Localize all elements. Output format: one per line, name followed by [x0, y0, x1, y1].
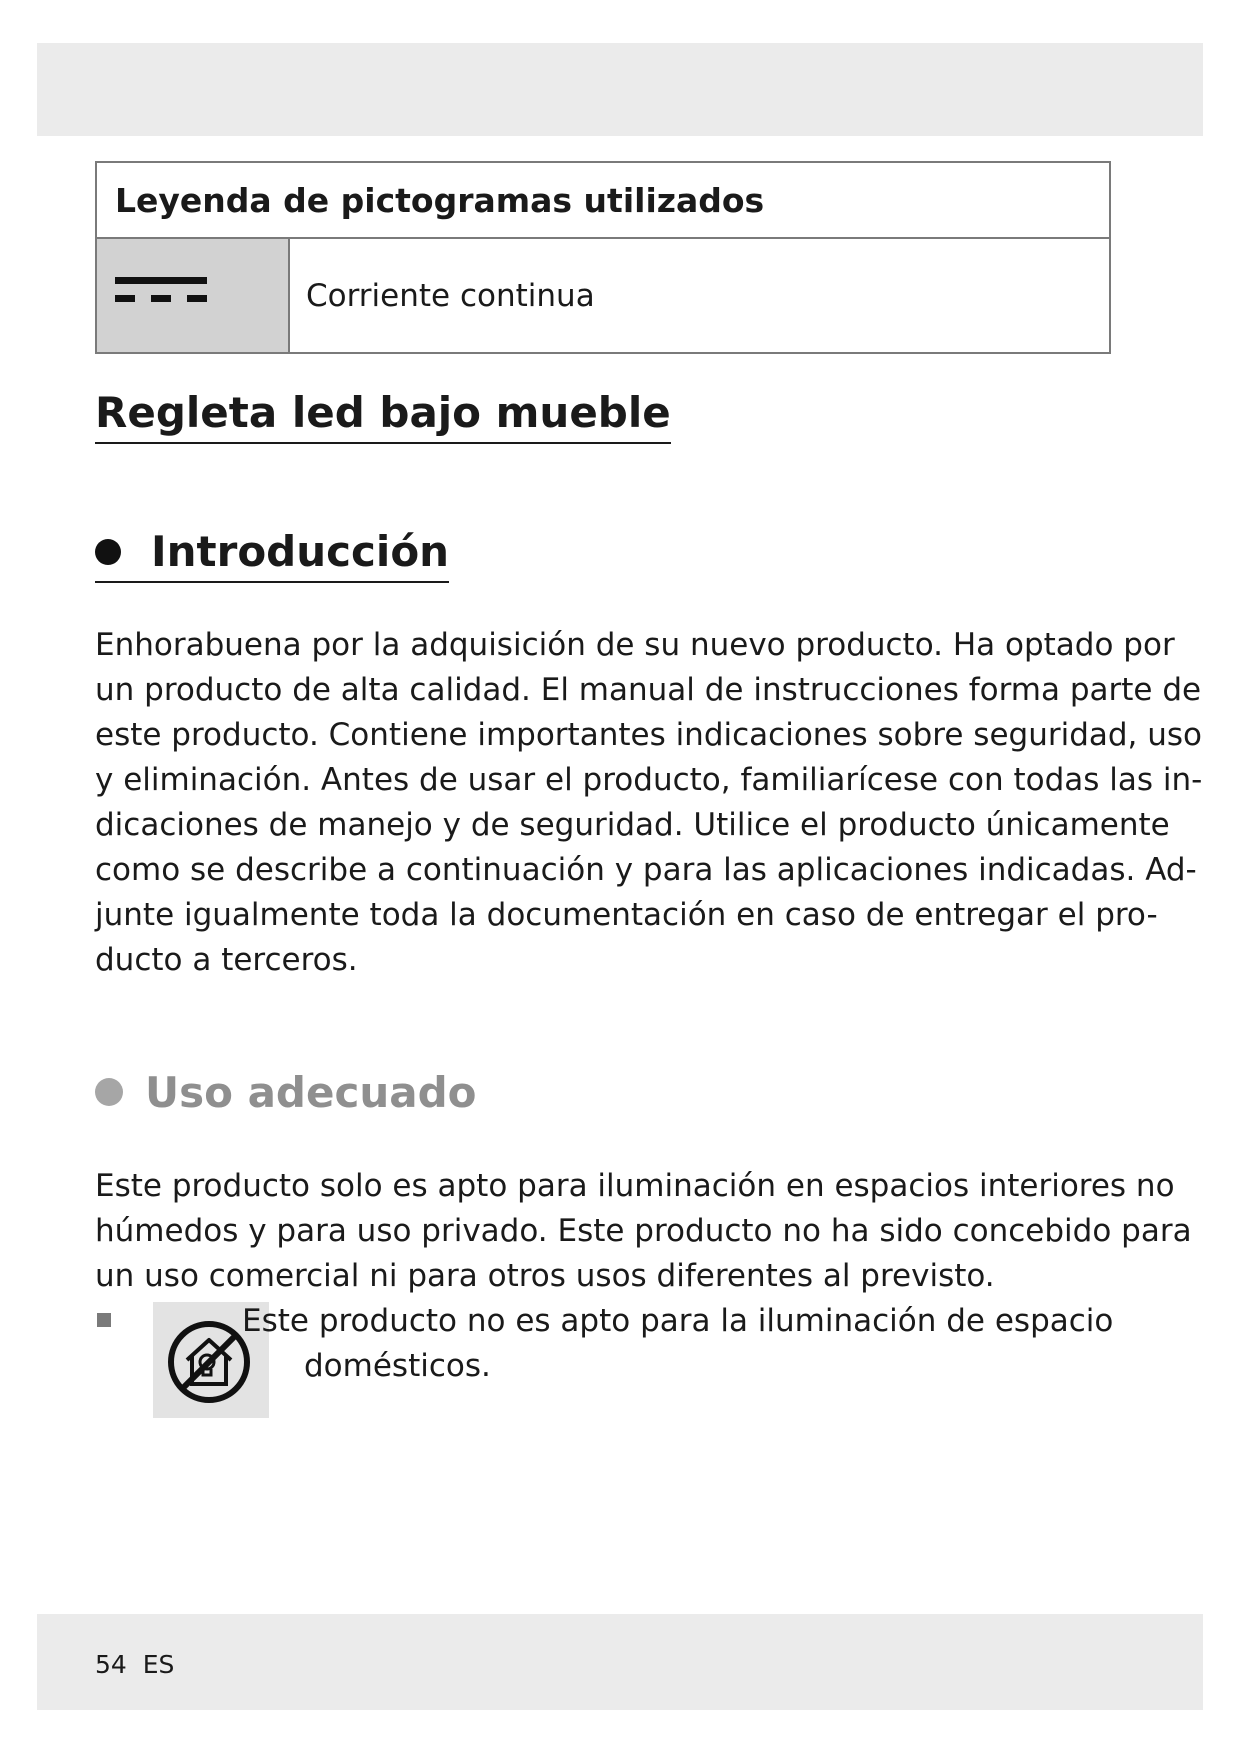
paragraph-line: ducto a terceros. — [95, 942, 358, 978]
intended-use-heading-text: Uso adecuado — [145, 1068, 477, 1117]
page-number: 54 — [95, 1650, 127, 1679]
product-title: Regleta led bajo mueble — [95, 388, 671, 444]
intro-paragraph — [95, 623, 1203, 983]
bullet-line: domésticos. — [304, 1348, 491, 1384]
direct-current-icon — [97, 239, 290, 352]
paragraph-line: dicaciones de manejo y de seguridad. Utilice el producto únicamente — [95, 807, 1170, 843]
header-band — [37, 43, 1203, 136]
section-heading-intro — [95, 527, 449, 583]
paragraph-line: este producto. Contiene importantes indicaciones sobre seguridad, uso — [95, 717, 1203, 753]
paragraph-line: húmedos y para uso privado. Este producto no ha sido concebido para — [95, 1213, 1192, 1249]
page-footer — [95, 1650, 174, 1679]
footer-band — [37, 1614, 1203, 1710]
intended-use-paragraph — [95, 1164, 1192, 1299]
legend-item-text: Corriente continua — [306, 277, 595, 314]
paragraph-line: Este producto solo es apto para iluminación en espacios interiores no — [95, 1168, 1175, 1204]
paragraph-line: un uso comercial ni para otros usos diferentes al previsto. — [95, 1258, 995, 1294]
intro-heading-text: Introducción — [151, 527, 450, 576]
bullet-dot-icon — [95, 539, 121, 565]
paragraph-line: y eliminación. Antes de usar el producto, familiarícese con todas las in- — [95, 762, 1203, 798]
paragraph-line: como se describe a continuación y para las aplicaciones indicadas. Ad- — [95, 852, 1197, 888]
paragraph-line: Enhorabuena por la adquisición de su nuevo producto. Ha optado por — [95, 627, 1175, 663]
paragraph-line: junte igualmente toda la documentación en caso de entregar el pro- — [95, 897, 1158, 933]
paragraph-line: un producto de alta calidad. El manual de instrucciones forma parte de — [95, 672, 1202, 708]
bullet-line: Este producto no es apto para la iluminación de espacio — [242, 1303, 1114, 1339]
language-code: ES — [142, 1650, 175, 1679]
bullet-dot-icon — [95, 1078, 123, 1106]
legend-title: Leyenda de pictogramas utilizados — [97, 163, 1109, 239]
square-bullet-icon — [97, 1313, 111, 1327]
pictogram-legend-table — [95, 161, 1111, 354]
section-heading-intended-use — [95, 1068, 477, 1118]
bullet-item-text — [242, 1299, 1113, 1389]
